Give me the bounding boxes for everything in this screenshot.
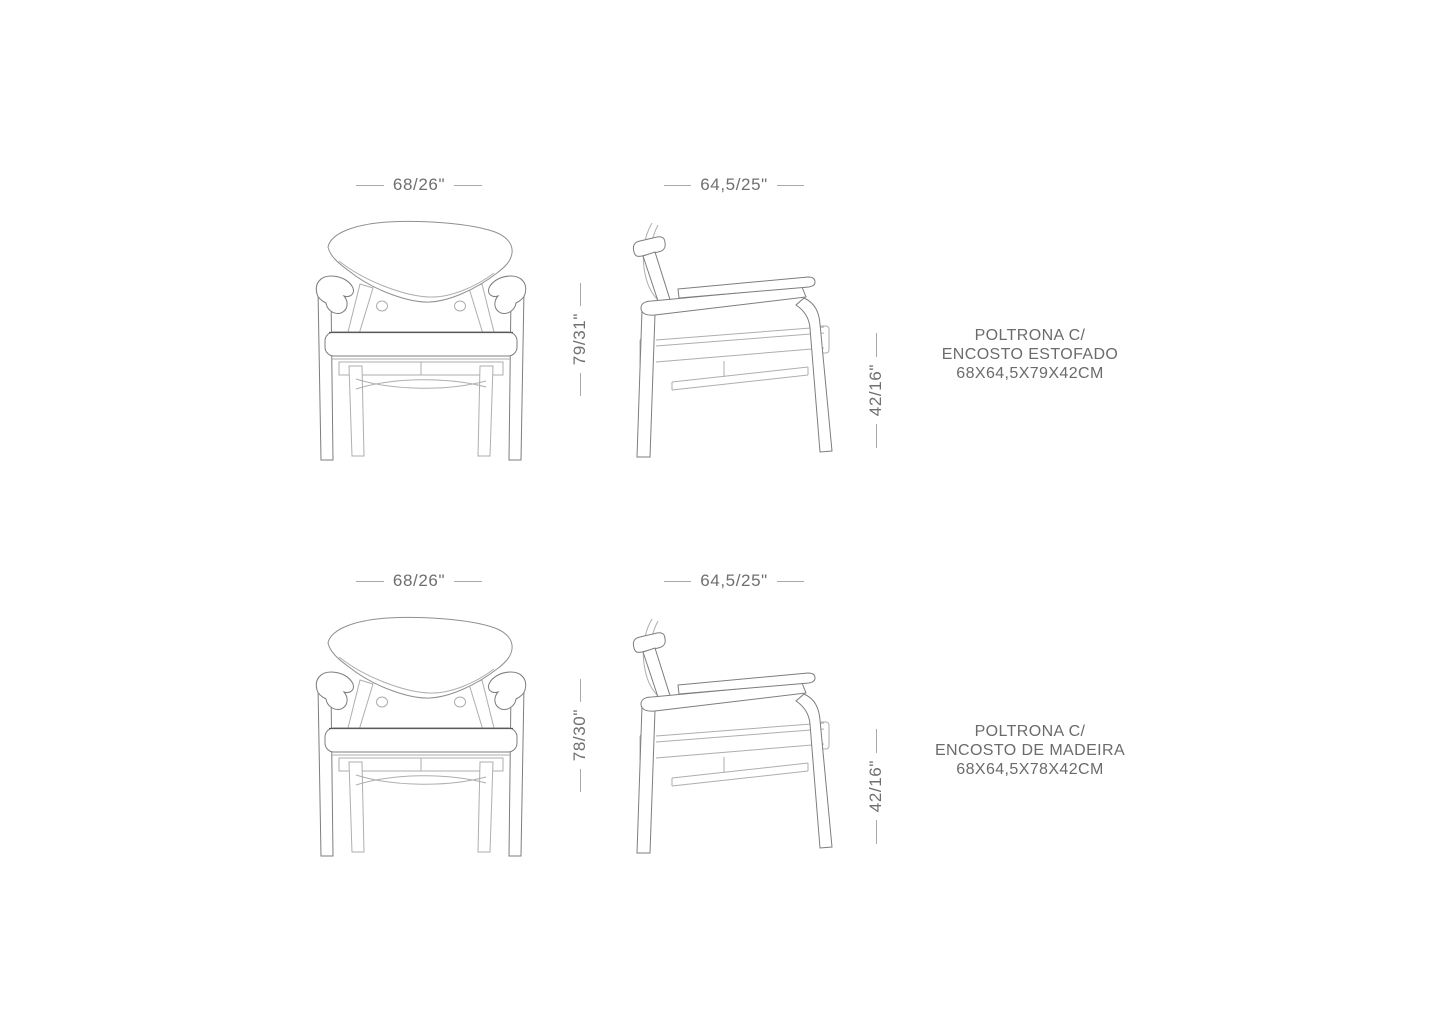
side-depth-dimension (664, 572, 804, 590)
side-depth-dimension-label: 64,5/25" (700, 571, 768, 590)
side-view-drawing (628, 610, 852, 858)
total-height-dimension-label: 79/31" (570, 313, 589, 366)
total-height-dimension (570, 283, 590, 396)
total-height-dimension (570, 679, 590, 792)
dimension-dash (356, 185, 384, 186)
dimension-dash (664, 185, 691, 186)
dimension-dash (580, 373, 581, 396)
dimension-dash (876, 333, 877, 357)
dimension-dash (664, 581, 691, 582)
dimension-dash (580, 679, 581, 702)
dimension-dash (356, 581, 384, 582)
dimension-dash (876, 820, 877, 844)
total-height-dimension-label: 78/30" (570, 709, 589, 762)
seat-height-dimension (866, 729, 886, 844)
side-depth-dimension-label: 64,5/25" (700, 175, 768, 194)
front-width-dimension-label: 68/26" (392, 571, 446, 590)
product-label (925, 326, 1135, 383)
front-view-drawing (309, 610, 533, 858)
product-label-line3: 68X64,5X78X42CM (956, 761, 1104, 778)
front-width-dimension (353, 176, 485, 194)
seat-height-dimension-label: 42/16" (866, 364, 885, 417)
dimension-dash (777, 185, 804, 186)
product-label-line1: POLTRONA C/ (974, 723, 1086, 740)
product-label-line2: ENCOSTO ESTOFADO (941, 346, 1119, 363)
dimension-dash (580, 283, 581, 306)
dimension-dash (454, 581, 482, 582)
variant-row-wood-back (0, 396, 1447, 866)
front-width-dimension (353, 572, 485, 590)
front-width-dimension-label: 68/26" (392, 175, 446, 194)
product-label-line3: 68X64,5X79X42CM (956, 365, 1104, 382)
dimension-dash (777, 581, 804, 582)
dimension-dash (876, 729, 877, 753)
seat-height-dimension-label: 42/16" (866, 760, 885, 813)
product-label-line2: ENCOSTO DE MADEIRA (934, 742, 1126, 759)
product-label-line1: POLTRONA C/ (974, 327, 1086, 344)
dimension-dash (580, 769, 581, 792)
dimension-dash (454, 185, 482, 186)
product-label (925, 722, 1135, 779)
side-depth-dimension (664, 176, 804, 194)
